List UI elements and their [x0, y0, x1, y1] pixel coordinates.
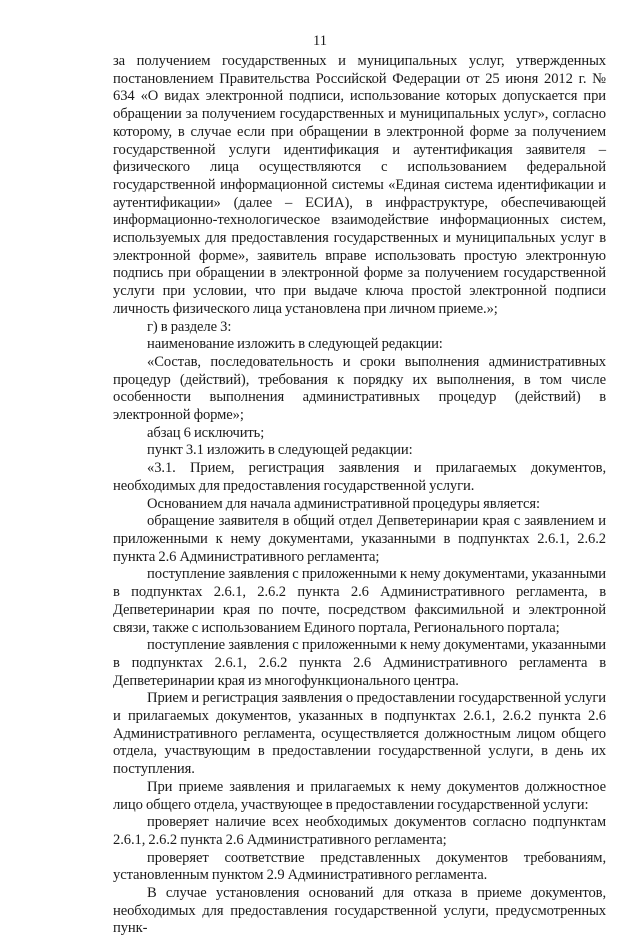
- paragraph: Основанием для начала административной процедуры является:: [147, 495, 540, 512]
- paragraph: В случае установления оснований для отказа в приеме документов, необходимых для предоставления государственной услуги, предусмотренных пунк-: [113, 885, 606, 937]
- paragraph-list-item: проверяет соответствие представленных документов требованиям, установленным пунктом 2.9 Административного регламента.: [113, 849, 606, 884]
- paragraph-list-item: поступление заявления с приложенными к нему документами, указанными в подпунктах 2.6.1, 2.6.2 пункта 2.6 Административного регламента, в Депветеринарии края по почте, посредством факсимильной и электронной связи, также с использованием Единого портала, Регионального портала;: [113, 566, 606, 636]
- paragraph: Прием и регистрация заявления о предоставлении государственной услуги и прилагаемых документов, указанных в подпунктах 2.6.1, 2.6.2 пункта 2.6 Административного регламента, осуществляется должностным лицом общего отдела, участвующим в предоставлении государственной услуги, в день их поступления.: [113, 690, 606, 778]
- paragraph: наименование изложить в следующей редакции:: [147, 336, 443, 353]
- paragraph-list-item: поступление заявления с приложенными к нему документами, указанными в подпунктах 2.6.1, 2.6.2 пункта 2.6 Административного регламента в Депветеринарии края из многофункционального центра.: [113, 637, 606, 689]
- paragraph-section-item: г) в разделе 3:: [147, 318, 232, 335]
- paragraph-continuation: за получением государственных и муниципальных услуг, утвержденных постановлением Правительства Российской Федерации от 25 июня 2012 г. № 634 «О видах электронной подписи, использование которых допускается при обращении за получением государственных и муниципальных услуг», согласно которому, в случае если при обращении в электронной форме за получением государственной услуги идентификация и аутентификация заявителя – физического лица осуществляются с использованием федеральной государственной информационной системы «Единая система идентификации и аутентификации» (далее – ЕСИА), в инфраструктуре, обеспечивающей информационно-технологическое взаимодействие информационных систем, используемых для предоставления государственных и муниципальных услуг в электронной форме», заявитель вправе использовать простую электронную подпись при обращении в электронной форме за получением государственной услуги при условии, что при выдаче ключа простой электронной подписи личность физического лица установлена при личном приеме.»;: [113, 53, 606, 317]
- paragraph: При приеме заявления и прилагаемых к нему документов должностное лицо общего отдела, участвующее в предоставлении государственной услуги:: [113, 778, 606, 813]
- document-body: [113, 53, 606, 938]
- paragraph-clause-3-1: «3.1. Прием, регистрация заявления и прилагаемых документов, необходимых для предоставления государственной услуги.: [113, 460, 606, 494]
- paragraph: пункт 3.1 изложить в следующей редакции:: [147, 442, 413, 459]
- paragraph-quote: «Состав, последовательность и сроки выполнения административных процедур (действий), требования к порядку их выполнения, в том числе особенности выполнения административных процедур (действий) в электронной форме»;: [113, 353, 606, 424]
- page-number: 11: [313, 33, 327, 49]
- paragraph-list-item: обращение заявителя в общий отдел Депветеринарии края с заявлением и приложенными к нему документами, указанными в подпунктах 2.6.1, 2.6.2 пункта 2.6 Административного регламента;: [113, 513, 606, 565]
- paragraph-list-item: проверяет наличие всех необходимых документов согласно подпунктам 2.6.1, 2.6.2 пункта 2.6 Административного регламента;: [113, 814, 606, 848]
- paragraph: абзац 6 исключить;: [147, 424, 265, 441]
